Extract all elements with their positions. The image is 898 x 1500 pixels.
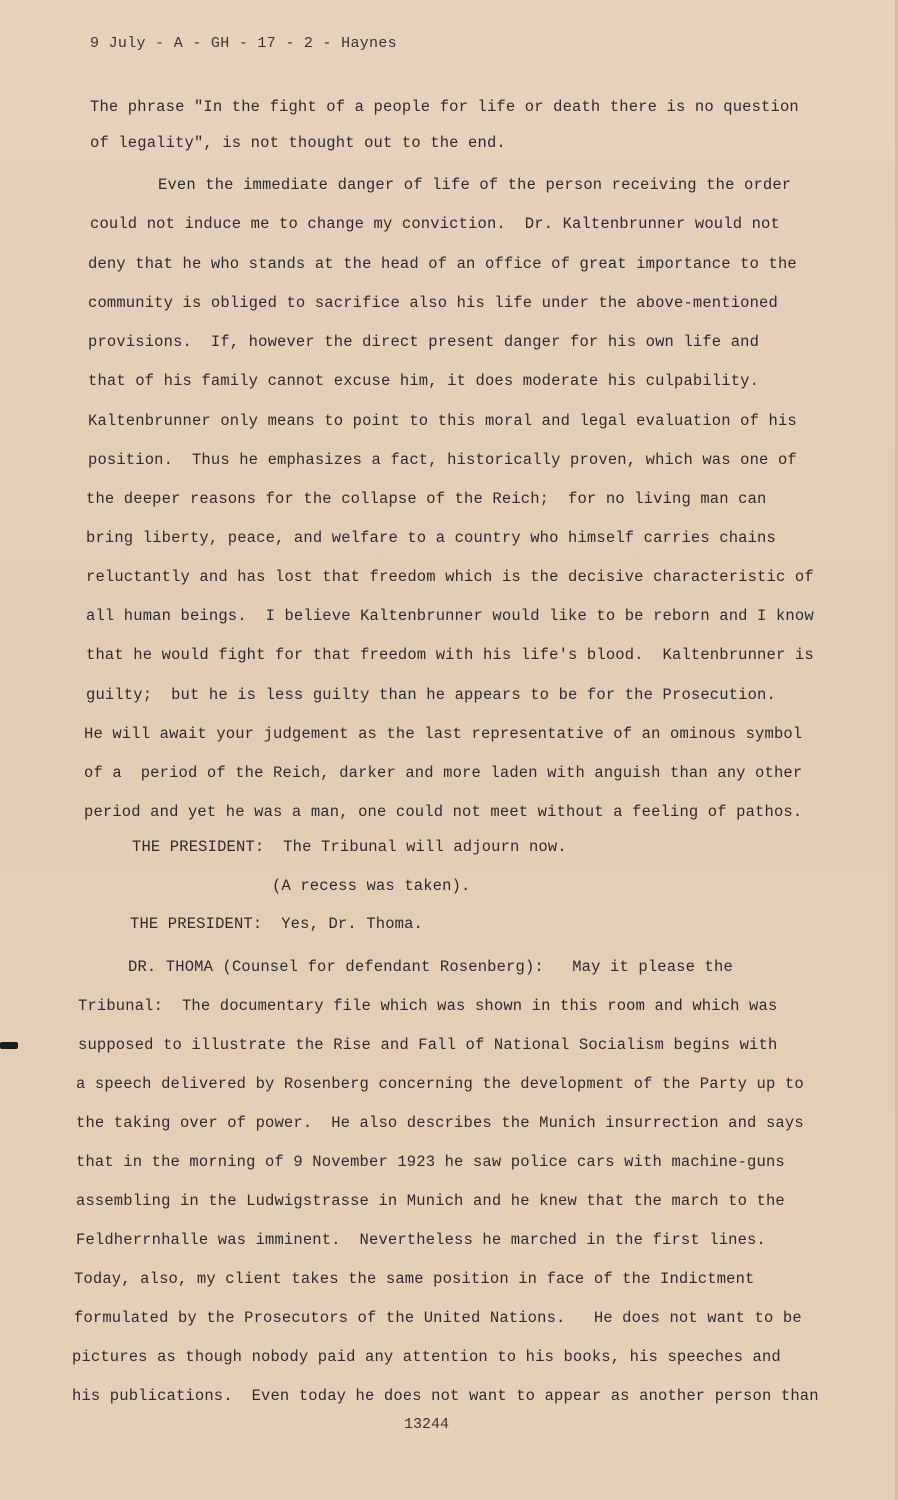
text-line-34: his publications. Even today he does not want to appear as another person than xyxy=(72,1387,819,1405)
text-line-14: all human beings. I believe Kaltenbrunner would like to be reborn and I know xyxy=(86,607,814,625)
text-line-13: reluctantly and has lost that freedom which is the decisive characteristic of xyxy=(86,568,814,586)
text-line-25: supposed to illustrate the Rise and Fall of National Socialism begins with xyxy=(78,1036,778,1054)
text-line-19: period and yet he was a man, one could not meet without a feeling of pathos. xyxy=(84,803,803,821)
text-line-28: that in the morning of 9 November 1923 he saw police cars with machine-guns xyxy=(76,1153,785,1171)
page-number: 13244 xyxy=(404,1416,450,1433)
text-line-20: THE PRESIDENT: The Tribunal will adjourn now. xyxy=(132,838,567,856)
text-line-27: the taking over of power. He also describes the Munich insurrection and says xyxy=(76,1114,804,1132)
text-line-6: community is obliged to sacrifice also his life under the above-mentioned xyxy=(88,294,778,312)
text-line-1: The phrase "In the fight of a people for life or death there is no question xyxy=(90,98,799,116)
text-line-23: DR. THOMA (Counsel for defendant Rosenberg): May it please the xyxy=(128,958,733,976)
text-line-2: of legality", is not thought out to the end. xyxy=(90,134,506,152)
text-line-30: Feldherrnhalle was imminent. Nevertheless he marched in the first lines. xyxy=(76,1231,766,1249)
text-line-16: guilty; but he is less guilty than he appears to be for the Prosecution. xyxy=(86,686,776,704)
text-line-31: Today, also, my client takes the same position in face of the Indictment xyxy=(74,1270,755,1288)
text-line-12: bring liberty, peace, and welfare to a country who himself carries chains xyxy=(86,529,776,547)
text-line-26: a speech delivered by Rosenberg concerning the development of the Party up to xyxy=(76,1075,804,1093)
text-line-32: formulated by the Prosecutors of the United Nations. He does not want to be xyxy=(74,1309,802,1327)
text-line-11: the deeper reasons for the collapse of the Reich; for no living man can xyxy=(86,490,767,508)
text-line-24: Tribunal: The documentary file which was shown in this room and which was xyxy=(78,997,778,1015)
text-line-33: pictures as though nobody paid any attention to his books, his speeches and xyxy=(72,1348,781,1366)
page-header: 9 July - A - GH - 17 - 2 - Haynes xyxy=(90,35,397,52)
text-line-29: assembling in the Ludwigstrasse in Munich and he knew that the march to the xyxy=(76,1192,785,1210)
text-line-7: provisions. If, however the direct present danger for his own life and xyxy=(88,333,760,351)
text-line-15: that he would fight for that freedom with his life's blood. Kaltenbrunner is xyxy=(86,646,814,664)
text-line-9: Kaltenbrunner only means to point to this moral and legal evaluation of his xyxy=(88,412,797,430)
text-line-17: He will await your judgement as the last representative of an ominous symbol xyxy=(84,725,803,743)
text-line-18: of a period of the Reich, darker and more laden with anguish than any other xyxy=(84,764,803,782)
punch-hole-mark xyxy=(0,1042,18,1049)
text-line-10: position. Thus he emphasizes a fact, historically proven, which was one of xyxy=(88,451,797,469)
text-line-3: Even the immediate danger of life of the person receiving the order xyxy=(158,176,792,194)
text-line-22: THE PRESIDENT: Yes, Dr. Thoma. xyxy=(130,915,423,933)
text-line-4: could not induce me to change my conviction. Dr. Kaltenbrunner would not xyxy=(90,215,780,233)
text-line-5: deny that he who stands at the head of an office of great importance to the xyxy=(88,255,797,273)
text-line-21: (A recess was taken). xyxy=(272,877,471,895)
text-line-8: that of his family cannot excuse him, it does moderate his culpability. xyxy=(88,372,760,390)
